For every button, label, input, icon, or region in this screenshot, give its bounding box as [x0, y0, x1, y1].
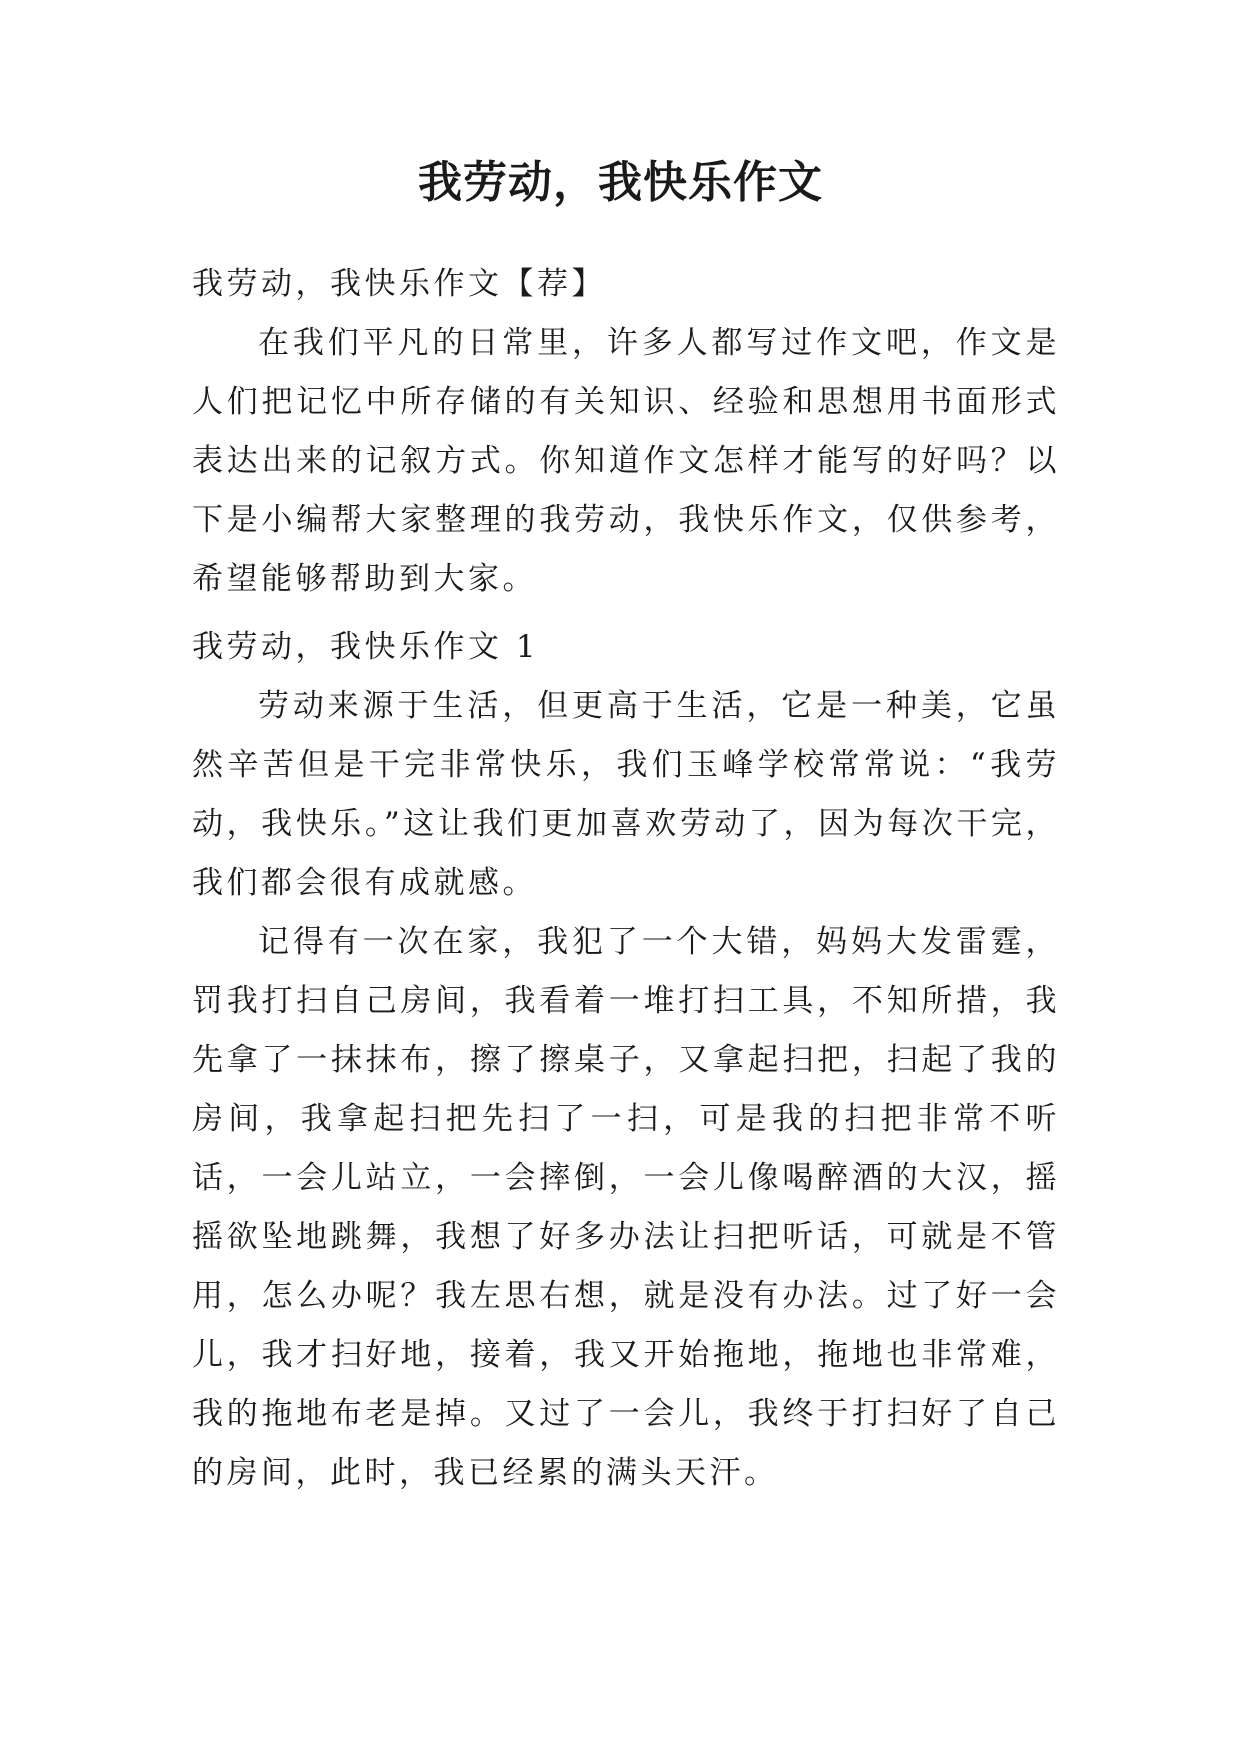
intro-heading: 我劳动，我快乐作文【荐】	[192, 266, 606, 302]
section-1-paragraph-1: 劳动来源于生活，但更高于生活，它是一种美，它虽然辛苦但是干完非常快乐，我们玉峰学校常常说：“我劳动，我快乐。”这让我们更加喜欢劳动了，因为每次干完，我们都会很有成就感。	[192, 688, 1060, 901]
section-1-paragraph-2: 记得有一次在家，我犯了一个大错，妈妈大发雷霆，罚我打扫自己房间，我看着一堆打扫工具，不知所措，我先拿了一抹抹布，擦了擦桌子，又拿起扫把，扫起了我的房间，我拿起扫把先扫了一扫，可是我的扫把非常不听话，一会儿站立，一会摔倒，一会儿像喝醉酒的大汉，摇摇欲坠地跳舞，我想了好多办法让扫把听话，可就是不管用，怎么办呢？我左思右想，就是没有办法。过了好一会儿，我才扫好地，接着，我又开始拖地，拖地也非常难，我的拖地布老是掉。又过了一会儿，我终于打扫好了自己的房间，此时，我已经累的满头天汗。	[192, 924, 1060, 1491]
intro-paragraph: 在我们平凡的日常里，许多人都写过作文吧，作文是人们把记忆中所存储的有关知识、经验和思想用书面形式表达出来的记叙方式。你知道作文怎样才能写的好吗？以下是小编帮大家整理的我劳动，我快乐作文，仅供参考，希望能够帮助到大家。	[192, 325, 1060, 597]
section-1-heading: 我劳动，我快乐作文 1	[192, 629, 540, 665]
document-title: 我劳动，我快乐作文	[418, 157, 823, 208]
